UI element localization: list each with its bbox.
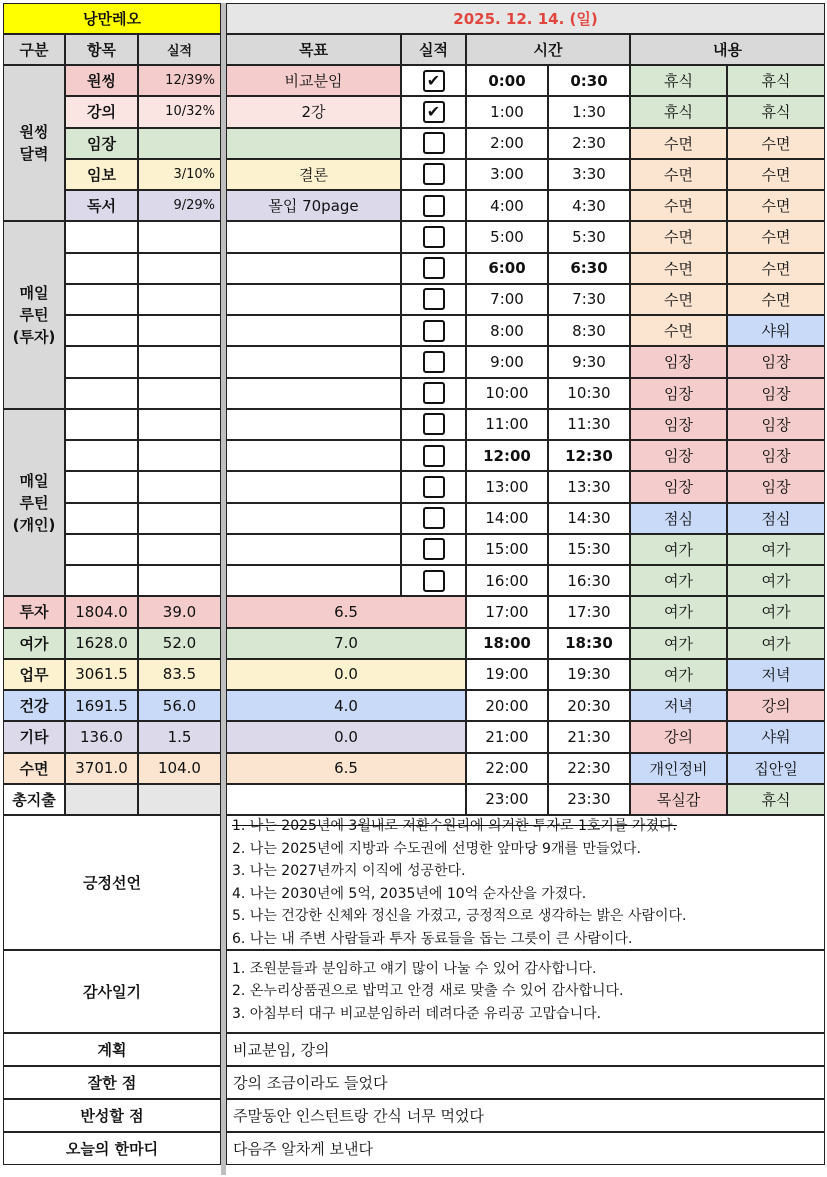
- routine-goal-cell[interactable]: [226, 378, 401, 409]
- activity-second-half[interactable]: 수면: [727, 190, 825, 221]
- activity-first-half[interactable]: 여가: [630, 534, 727, 565]
- time-start: 4:00: [466, 190, 548, 221]
- time-start: 8:00: [466, 315, 548, 346]
- activity-first-half[interactable]: 임장: [630, 440, 727, 471]
- time-half: 9:30: [548, 346, 630, 377]
- routine-actual-cell[interactable]: [138, 409, 221, 440]
- summary-actual: 56.0: [138, 690, 221, 721]
- time-half: 20:30: [548, 690, 630, 721]
- routine-item-cell[interactable]: [65, 440, 138, 471]
- summary-total: [65, 784, 138, 815]
- gratitude-label: 감사일기: [3, 950, 221, 1033]
- routine-actual-cell[interactable]: [138, 346, 221, 377]
- time-half: 8:30: [548, 315, 630, 346]
- activity-first-half[interactable]: 임장: [630, 346, 727, 377]
- section-routine-invest-line: 매일: [19, 284, 49, 302]
- activity-second-half[interactable]: 휴식: [727, 96, 825, 127]
- well-done-label: 잘한 점: [3, 1066, 221, 1099]
- time-half: 6:30: [548, 253, 630, 284]
- summary-actual: 52.0: [138, 628, 221, 659]
- checkbox[interactable]: [423, 195, 445, 217]
- summary-total: 3701.0: [65, 753, 138, 784]
- section-routine-personal: [3, 409, 65, 597]
- summary-category: 건강: [3, 690, 65, 721]
- col-header-done: 실적: [401, 34, 466, 65]
- time-start: 0:00: [466, 65, 548, 96]
- done-cell: [401, 346, 466, 377]
- routine-actual-cell[interactable]: [138, 440, 221, 471]
- time-half: 14:30: [548, 503, 630, 534]
- checkbox[interactable]: [423, 570, 445, 592]
- activity-second-half[interactable]: 임장: [727, 346, 825, 377]
- oneseeing-item-goal: 결론: [226, 159, 401, 190]
- section-routine-invest: [3, 221, 65, 409]
- summary-goal: 4.0: [226, 690, 466, 721]
- checkbox[interactable]: [423, 413, 445, 435]
- col-header-time: 시간: [466, 34, 630, 65]
- time-start: 13:00: [466, 471, 548, 502]
- activity-first-half[interactable]: 점심: [630, 503, 727, 534]
- reflect-text[interactable]: 주말동안 인스턴트랑 간식 너무 먹었다: [226, 1099, 825, 1132]
- time-start: 20:00: [466, 690, 548, 721]
- checkbox[interactable]: [423, 226, 445, 248]
- activity-second-half[interactable]: 여가: [727, 534, 825, 565]
- today-word-text[interactable]: 다음주 알차게 보낸다: [226, 1132, 825, 1165]
- time-half: 7:30: [548, 284, 630, 315]
- time-half: 13:30: [548, 471, 630, 502]
- summary-total: 136.0: [65, 721, 138, 752]
- summary-goal: [226, 784, 466, 815]
- activity-first-half[interactable]: 수면: [630, 128, 727, 159]
- oneseeing-item-actual: 9/29%: [138, 190, 221, 221]
- time-half: 19:30: [548, 659, 630, 690]
- summary-actual: 83.5: [138, 659, 221, 690]
- summary-category: 기타: [3, 721, 65, 752]
- routine-item-cell[interactable]: [65, 503, 138, 534]
- col-header-goal: 목표: [226, 34, 401, 65]
- routine-goal-cell[interactable]: [226, 346, 401, 377]
- oneseeing-item-actual: 3/10%: [138, 159, 221, 190]
- routine-goal-cell[interactable]: [226, 565, 401, 596]
- checkbox[interactable]: [423, 163, 445, 185]
- summary-total: 1691.5: [65, 690, 138, 721]
- gratitude-line: 2. 온누리상품권으로 밥먹고 안경 새로 맞출 수 있어 감사합니다.: [232, 983, 624, 1000]
- time-half: 1:30: [548, 96, 630, 127]
- time-half: 23:30: [548, 784, 630, 815]
- summary-total: 1628.0: [65, 628, 138, 659]
- done-cell: [401, 128, 466, 159]
- activity-first-half[interactable]: 여가: [630, 628, 727, 659]
- checkbox[interactable]: [423, 320, 445, 342]
- activity-first-half[interactable]: 여가: [630, 596, 727, 627]
- summary-actual: 39.0: [138, 596, 221, 627]
- routine-item-cell[interactable]: [65, 253, 138, 284]
- summary-category: 업무: [3, 659, 65, 690]
- daily-planner-sheet: [3, 3, 825, 1175]
- activity-second-half[interactable]: 수면: [727, 128, 825, 159]
- summary-goal: 6.5: [226, 753, 466, 784]
- checkbox-checked[interactable]: ✔: [423, 70, 445, 92]
- routine-item-cell[interactable]: [65, 378, 138, 409]
- time-start: 3:00: [466, 159, 548, 190]
- routine-goal-cell[interactable]: [226, 409, 401, 440]
- plan-text[interactable]: 비교분임, 강의: [226, 1033, 825, 1066]
- checkbox[interactable]: [423, 257, 445, 279]
- time-half: 10:30: [548, 378, 630, 409]
- oneseeing-item-goal: 비교분임: [226, 65, 401, 96]
- activity-first-half[interactable]: 수면: [630, 159, 727, 190]
- affirmation-line: 6. 나는 내 주변 사람들과 투자 동료들을 돕는 그릇이 큰 사람이다.: [232, 930, 633, 947]
- checkbox[interactable]: [423, 288, 445, 310]
- time-start: 10:00: [466, 378, 548, 409]
- time-start: 6:00: [466, 253, 548, 284]
- activity-first-half[interactable]: 강의: [630, 721, 727, 752]
- activity-second-half[interactable]: 점심: [727, 503, 825, 534]
- activity-first-half[interactable]: 저녁: [630, 690, 727, 721]
- oneseeing-item-actual: 10/32%: [138, 96, 221, 127]
- routine-actual-cell[interactable]: [138, 534, 221, 565]
- activity-second-half[interactable]: 임장: [727, 378, 825, 409]
- activity-second-half[interactable]: 여가: [727, 596, 825, 627]
- activity-second-half[interactable]: 수면: [727, 159, 825, 190]
- activity-second-half[interactable]: 수면: [727, 221, 825, 252]
- planner-name: 낭만레오: [3, 3, 221, 34]
- time-half: 3:30: [548, 159, 630, 190]
- activity-first-half[interactable]: 목실감: [630, 784, 727, 815]
- affirmation-line: 2. 나는 2025년에 지방과 수도권에 선명한 앞마당 9개를 만들었다.: [232, 840, 641, 857]
- time-start: 7:00: [466, 284, 548, 315]
- summary-category: 여가: [3, 628, 65, 659]
- done-cell: [401, 565, 466, 596]
- activity-first-half[interactable]: 임장: [630, 409, 727, 440]
- activity-second-half[interactable]: 수면: [727, 284, 825, 315]
- activity-second-half[interactable]: 샤워: [727, 315, 825, 346]
- time-half: 21:30: [548, 721, 630, 752]
- routine-goal-cell[interactable]: [226, 221, 401, 252]
- checkbox[interactable]: [423, 132, 445, 154]
- time-start: 1:00: [466, 96, 548, 127]
- activity-second-half[interactable]: 임장: [727, 440, 825, 471]
- planner-date: 2025. 12. 14. (일): [226, 3, 825, 34]
- oneseeing-item-name: 원씽: [65, 65, 138, 96]
- time-start: 21:00: [466, 721, 548, 752]
- done-cell: [401, 378, 466, 409]
- activity-second-half[interactable]: 집안일: [727, 753, 825, 784]
- checkbox-checked[interactable]: ✔: [423, 101, 445, 123]
- checkbox[interactable]: [423, 476, 445, 498]
- affirmation-line: 3. 나는 2027년까지 이직에 성공한다.: [232, 863, 466, 879]
- time-start: 22:00: [466, 753, 548, 784]
- checkbox[interactable]: [423, 507, 445, 529]
- activity-first-half[interactable]: 휴식: [630, 65, 727, 96]
- section-routine-invest-line: 루틴: [19, 306, 49, 324]
- time-start: 5:00: [466, 221, 548, 252]
- routine-actual-cell[interactable]: [138, 315, 221, 346]
- summary-category: 수면: [3, 753, 65, 784]
- section-oneseeing: [3, 65, 65, 221]
- time-start: 17:00: [466, 596, 548, 627]
- col-header-content: 내용: [630, 34, 825, 65]
- time-start: 11:00: [466, 409, 548, 440]
- routine-item-cell[interactable]: [65, 284, 138, 315]
- gratitude-line: 1. 조원분들과 분임하고 얘기 많이 나눌 수 있어 감사합니다.: [232, 960, 597, 977]
- done-cell: [401, 440, 466, 471]
- done-cell: [401, 159, 466, 190]
- done-cell: [401, 315, 466, 346]
- routine-item-cell[interactable]: [65, 221, 138, 252]
- oneseeing-item-actual: [138, 128, 221, 159]
- activity-second-half[interactable]: 임장: [727, 409, 825, 440]
- section-routine-invest-line: (투자): [12, 328, 56, 346]
- activity-second-half[interactable]: 휴식: [727, 65, 825, 96]
- routine-actual-cell[interactable]: [138, 378, 221, 409]
- activity-first-half[interactable]: 수면: [630, 253, 727, 284]
- plan-label: 계획: [3, 1033, 221, 1066]
- activity-second-half[interactable]: 수면: [727, 253, 825, 284]
- activity-second-half[interactable]: 샤워: [727, 721, 825, 752]
- affirmation-line: 1. 나는 2025년에 3월내로 저환수원리에 의거한 투자로 1호기를 가졌다.: [232, 818, 677, 834]
- activity-second-half[interactable]: 저녁: [727, 659, 825, 690]
- time-start: 2:00: [466, 128, 548, 159]
- routine-actual-cell[interactable]: [138, 221, 221, 252]
- time-half: 0:30: [548, 65, 630, 96]
- time-half: 15:30: [548, 534, 630, 565]
- routine-item-cell[interactable]: [65, 565, 138, 596]
- time-half: 18:30: [548, 628, 630, 659]
- done-cell: [401, 65, 466, 96]
- checkbox[interactable]: [423, 445, 445, 467]
- reflect-label: 반성할 점: [3, 1099, 221, 1132]
- section-routine-personal-line: 매일: [19, 471, 49, 490]
- oneseeing-item-goal: 몰입 70page: [226, 190, 401, 221]
- section-oneseeing-line: 원씽: [19, 123, 49, 142]
- time-start: 16:00: [466, 565, 548, 596]
- time-half: 11:30: [548, 409, 630, 440]
- routine-actual-cell[interactable]: [138, 284, 221, 315]
- section-routine-personal-line: 루틴: [19, 493, 49, 512]
- done-cell: [401, 471, 466, 502]
- time-half: 2:30: [548, 128, 630, 159]
- time-half: 12:30: [548, 440, 630, 471]
- oneseeing-item-actual: 12/39%: [138, 65, 221, 96]
- done-cell: [401, 284, 466, 315]
- time-start: 9:00: [466, 346, 548, 377]
- activity-first-half[interactable]: 개인정비: [630, 753, 727, 784]
- time-start: 19:00: [466, 659, 548, 690]
- oneseeing-item-name: 독서: [65, 190, 138, 221]
- checkbox[interactable]: [423, 538, 445, 560]
- oneseeing-item-goal: [226, 128, 401, 159]
- summary-actual: [138, 784, 221, 815]
- time-half: 5:30: [548, 221, 630, 252]
- routine-item-cell[interactable]: [65, 409, 138, 440]
- activity-first-half[interactable]: 수면: [630, 284, 727, 315]
- summary-goal: 6.5: [226, 596, 466, 627]
- affirmation-line: 5. 나는 건강한 신체와 정신을 가졌고, 긍정적으로 생각하는 밝은 사람이다.: [232, 908, 687, 924]
- time-half: 16:30: [548, 565, 630, 596]
- time-start: 18:00: [466, 628, 548, 659]
- routine-goal-cell[interactable]: [226, 471, 401, 502]
- activity-first-half[interactable]: 수면: [630, 315, 727, 346]
- activity-first-half[interactable]: 여가: [630, 659, 727, 690]
- affirmation-line: 4. 나는 2030년에 5억, 2035년에 10억 순자산을 가졌다.: [232, 885, 587, 902]
- activity-second-half[interactable]: 휴식: [727, 784, 825, 815]
- oneseeing-item-goal: 2강: [226, 96, 401, 127]
- done-cell: [401, 96, 466, 127]
- done-cell: [401, 221, 466, 252]
- col-header-category: 구분: [3, 34, 65, 65]
- gratitude-line: 3. 아침부터 대구 비교분임하러 데려다준 유리공 고맙습니다.: [232, 1005, 602, 1022]
- routine-goal-cell[interactable]: [226, 534, 401, 565]
- summary-goal: 0.0: [226, 721, 466, 752]
- done-cell: [401, 253, 466, 284]
- routine-actual-cell[interactable]: [138, 503, 221, 534]
- well-done-text[interactable]: 강의 조금이라도 들었다: [226, 1066, 825, 1099]
- routine-item-cell[interactable]: [65, 315, 138, 346]
- done-cell: [401, 409, 466, 440]
- today-word-label: 오늘의 한마디: [3, 1132, 221, 1165]
- summary-goal: 7.0: [226, 628, 466, 659]
- checkbox[interactable]: [423, 382, 445, 404]
- time-half: 4:30: [548, 190, 630, 221]
- oneseeing-item-name: 임장: [65, 128, 138, 159]
- time-start: 23:00: [466, 784, 548, 815]
- routine-goal-cell[interactable]: [226, 315, 401, 346]
- routine-item-cell[interactable]: [65, 534, 138, 565]
- routine-actual-cell[interactable]: [138, 471, 221, 502]
- col-header-actual: 실적: [138, 34, 221, 65]
- affirmation-label: 긍정선언: [3, 815, 221, 950]
- col-header-item: 항목: [65, 34, 138, 65]
- summary-total: 1804.0: [65, 596, 138, 627]
- oneseeing-item-name: 강의: [65, 96, 138, 127]
- routine-goal-cell[interactable]: [226, 440, 401, 471]
- done-cell: [401, 190, 466, 221]
- routine-goal-cell[interactable]: [226, 284, 401, 315]
- summary-actual: 1.5: [138, 721, 221, 752]
- section-routine-personal-line: (개인): [12, 515, 56, 534]
- summary-category: 투자: [3, 596, 65, 627]
- activity-second-half[interactable]: 여가: [727, 628, 825, 659]
- activity-first-half[interactable]: 임장: [630, 378, 727, 409]
- activity-second-half[interactable]: 강의: [727, 690, 825, 721]
- routine-goal-cell[interactable]: [226, 253, 401, 284]
- activity-second-half[interactable]: 여가: [727, 565, 825, 596]
- oneseeing-item-name: 임보: [65, 159, 138, 190]
- time-start: 14:00: [466, 503, 548, 534]
- time-half: 22:30: [548, 753, 630, 784]
- time-start: 15:00: [466, 534, 548, 565]
- routine-goal-cell[interactable]: [226, 503, 401, 534]
- section-oneseeing-line: 달력: [19, 145, 49, 164]
- summary-total: 3061.5: [65, 659, 138, 690]
- gratitude-content[interactable]: [226, 950, 825, 1033]
- affirmation-content[interactable]: [226, 815, 825, 950]
- activity-first-half[interactable]: 여가: [630, 565, 727, 596]
- activity-first-half[interactable]: 휴식: [630, 96, 727, 127]
- done-cell: [401, 534, 466, 565]
- activity-first-half[interactable]: 수면: [630, 221, 727, 252]
- summary-actual: 104.0: [138, 753, 221, 784]
- time-half: 17:30: [548, 596, 630, 627]
- time-start: 12:00: [466, 440, 548, 471]
- summary-goal: 0.0: [226, 659, 466, 690]
- routine-item-cell[interactable]: [65, 346, 138, 377]
- checkbox[interactable]: [423, 351, 445, 373]
- routine-actual-cell[interactable]: [138, 565, 221, 596]
- activity-first-half[interactable]: 임장: [630, 471, 727, 502]
- routine-actual-cell[interactable]: [138, 253, 221, 284]
- activity-second-half[interactable]: 임장: [727, 471, 825, 502]
- routine-item-cell[interactable]: [65, 471, 138, 502]
- activity-first-half[interactable]: 수면: [630, 190, 727, 221]
- done-cell: [401, 503, 466, 534]
- summary-category: 총지출: [3, 784, 65, 815]
